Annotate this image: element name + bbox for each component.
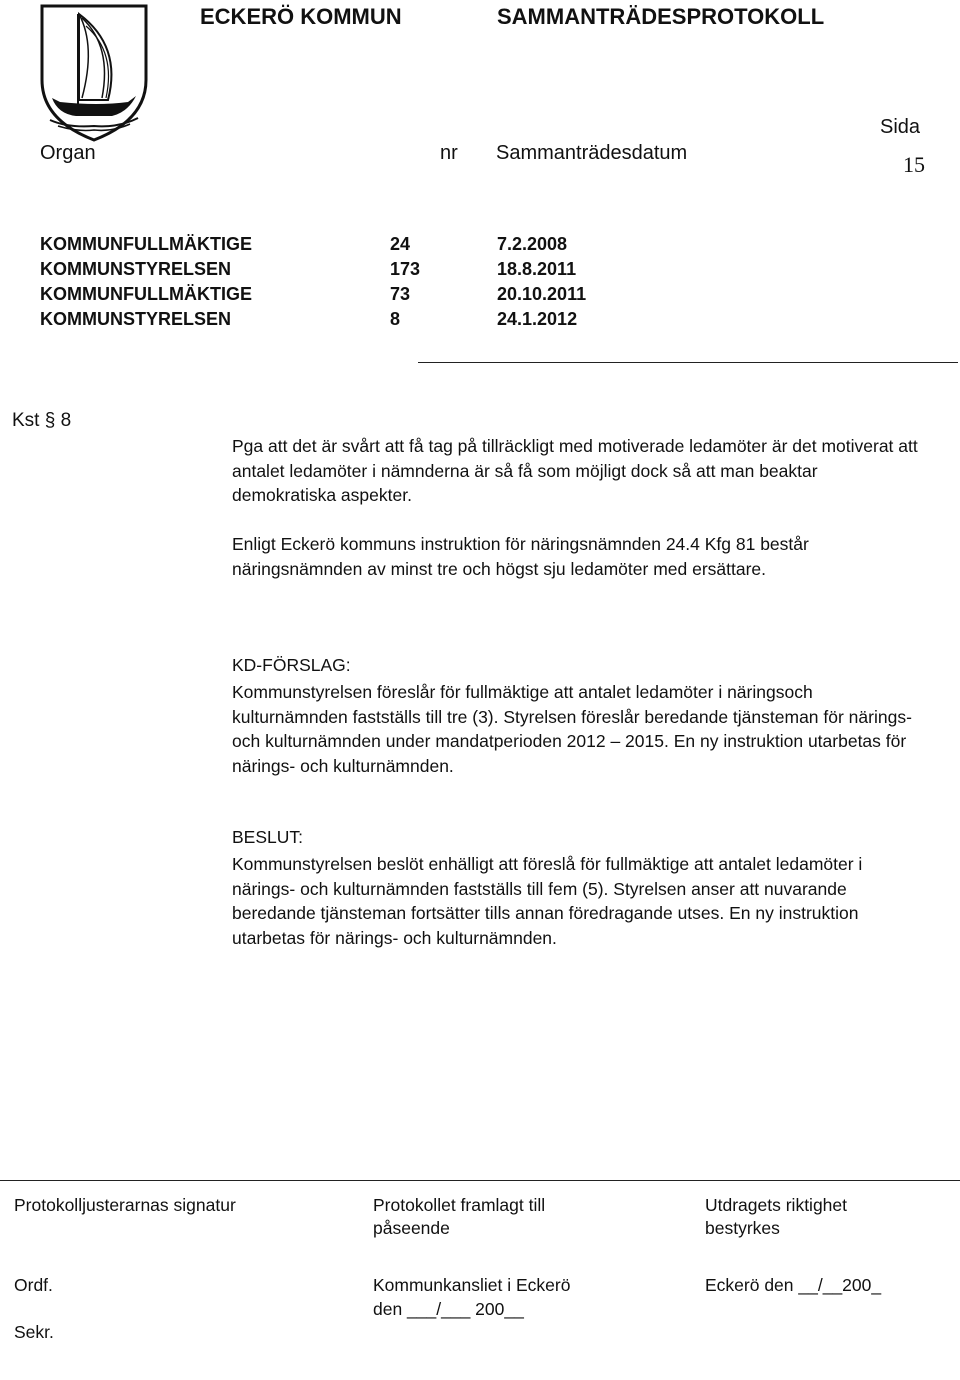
- meeting-date: 18.8.2011: [497, 259, 577, 279]
- body-paragraph-2: Enligt Eckerö kommuns instruktion för näringsnämnden 24.4 Kfg 81 består näringsnämnden av minst tre och högst sju ledamöter med ersättare.: [232, 534, 809, 579]
- meeting-nr: 24: [390, 234, 411, 254]
- section-label: Kst: [12, 410, 40, 431]
- decision-heading: BESLUT:: [232, 827, 303, 847]
- meeting-date: 24.1.2012: [497, 309, 578, 329]
- meeting-organ: KOMMUNFULLMÄKTIGE: [40, 284, 252, 304]
- page-number: 15: [903, 152, 925, 177]
- meeting-nr: 73: [390, 284, 411, 304]
- certification-heading: Utdragets riktighet bestyrkes: [705, 1195, 848, 1238]
- paragraph-symbol: §: [44, 410, 56, 431]
- decision-text: Kommunstyrelsen beslöt enhälligt att föreslå för fullmäktige att antalet ledamöter i närings- och kulturnämnden fastställs till fem (5). Styrelsen anser att nuvarande beredande tjänsteman fortsätter tills annan föredragande utses. En ny instruktion utarbetas för närings- och kulturnämnden.: [232, 854, 863, 948]
- nr-column-label: nr: [440, 142, 458, 164]
- meeting-nr: 8: [390, 309, 401, 329]
- certification-date-line: Eckerö den __/__200_: [705, 1275, 882, 1295]
- date-column-label: Sammanträdesdatum: [496, 142, 688, 164]
- meeting-nr: 173: [390, 259, 421, 279]
- office-location: Kommunkansliet i Eckerö: [373, 1275, 571, 1295]
- proposal-heading: KD-FÖRSLAG:: [232, 655, 351, 675]
- body-paragraph-1: Pga att det är svårt att få tag på tillräckligt med motiverade ledamöter är det motiverat att antalet ledamöter i nämnderna är så få som möjligt dock så att man beaktar demokratiska aspekter.: [232, 436, 918, 506]
- chair-signature-label: Ordf.: [14, 1275, 53, 1295]
- signature-footer: [0, 1180, 960, 1380]
- meeting-date: 7.2.2008: [497, 234, 568, 254]
- secretary-signature-label: Sekr.: [14, 1322, 54, 1342]
- section-reference: [12, 410, 71, 432]
- posting-date-line: den ___/___ 200__: [373, 1299, 524, 1319]
- page-label: Sida: [880, 116, 921, 138]
- municipality-logo: [38, 2, 150, 142]
- document-type: SAMMANTRÄDESPROTOKOLL: [497, 4, 825, 29]
- header-divider: [418, 362, 958, 363]
- municipality-name: ECKERÖ KOMMUN: [200, 4, 402, 29]
- ship-emblem-icon: [38, 2, 150, 142]
- posting-heading: Protokollet framlagt till påseende: [373, 1195, 546, 1238]
- signatures-heading: Protokolljusterarnas signatur: [14, 1195, 236, 1215]
- meeting-organ: KOMMUNFULLMÄKTIGE: [40, 234, 252, 254]
- section-number: 8: [60, 410, 72, 431]
- meeting-organ: KOMMUNSTYRELSEN: [40, 259, 232, 279]
- meeting-date: 20.10.2011: [497, 284, 587, 304]
- organ-column-label: Organ: [40, 142, 96, 164]
- meeting-organ: KOMMUNSTYRELSEN: [40, 309, 232, 329]
- proposal-text: Kommunstyrelsen föreslår för fullmäktige att antalet ledamöter i näringsoch kulturnämnden fastställs till tre (3). Styrelsen föreslår beredande tjänsteman för närings- och kulturnämnden under mandatperioden 2012 – 2015. En ny instruktion utarbetas för närings- och kulturnämnden.: [232, 682, 912, 776]
